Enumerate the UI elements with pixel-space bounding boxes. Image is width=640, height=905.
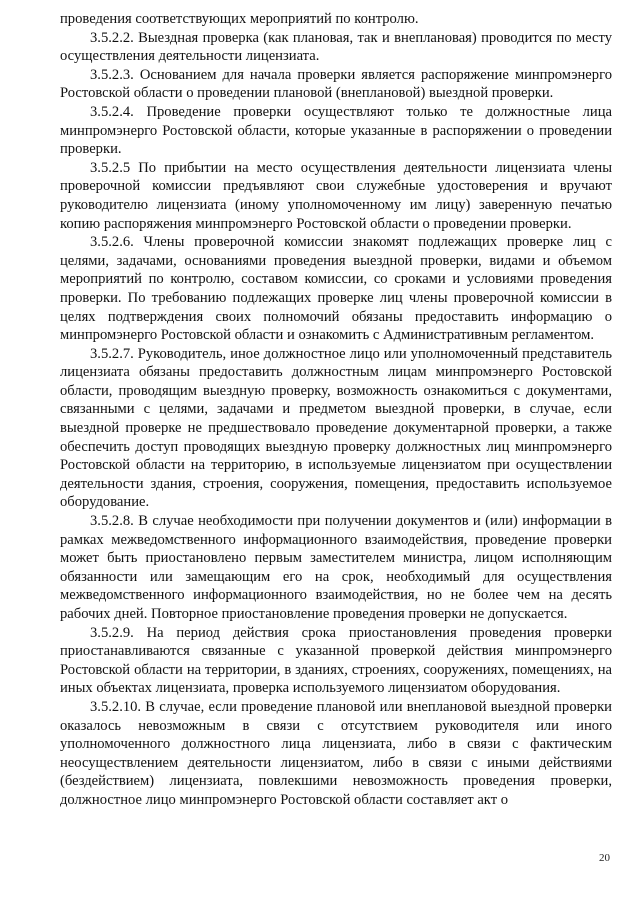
paragraph-3-5-2-5: 3.5.2.5 По прибытии на место осуществления деятельности лицензиата члены проверочной комиссии предъявляют свои служебные удостоверения и вручают руководителю лицензиата (иному уполномоченному им лицу) заверенную печатью копию распоряжения минпромэнерго Ростовской области о проведении проверки. xyxy=(60,159,612,232)
paragraph-3-5-2-4: 3.5.2.4. Проведение проверки осуществляют только те должностные лица минпромэнерго Ростовской области, которые указанные в распоряжении о проведении проверки. xyxy=(60,103,612,158)
document-page xyxy=(60,10,612,810)
paragraph-continuation: проведения соответствующих мероприятий по контролю. xyxy=(60,11,419,27)
paragraph-3-5-2-2: 3.5.2.2. Выездная проверка (как плановая, так и внеплановая) проводится по месту осуществления деятельности лицензиата. xyxy=(60,29,612,65)
paragraph-3-5-2-6: 3.5.2.6. Члены проверочной комиссии знакомят подлежащих проверке лиц с целями, задачами, основаниями проведения выездной проверки, видами и объемом мероприятий по контролю, составом комиссии, со сроками и условиями проведения проверки. По требованию подлежащих проверке лиц члены проверочной комиссии в целях подтверждения своих полномочий обязаны предоставить информацию о минпромэнерго Ростовской области и ознакомить с Административным регламентом. xyxy=(60,234,612,344)
paragraph-3-5-2-10: 3.5.2.10. В случае, если проведение плановой или внеплановой выездной проверки оказалось невозможным в связи с отсутствием руководителя или иного уполномоченного должностного лица лицензиата, либо в связи с фактическим неосуществлением деятельности лицензиатом, либо в связи с иными действиями (бездействием) лицензиата, повлекшими невозможность проведения проверки, должностное лицо минпромэнерго Ростовской области составляет акт о xyxy=(60,698,612,808)
paragraph-3-5-2-3: 3.5.2.3. Основанием для начала проверки является распоряжение минпромэнерго Ростовской области о проведении плановой (внеплановой) выездной проверки. xyxy=(60,66,612,102)
page-number: 20 xyxy=(599,852,610,864)
paragraph-3-5-2-7: 3.5.2.7. Руководитель, иное должностное лицо или уполномоченный представитель лицензиата обязаны предоставить должностным лицам минпромэнерго Ростовской области, проводящим выездную проверку, возможность ознакомиться с документами, связанными с целями, задачами и предметом выездной проверки, в случае, если выездной проверке не предшествовало проведение документарной проверки, а также обеспечить доступ проводящих выездную проверку должностных лиц минпромэнерго Ростовской области на территорию, в используемые лицензиатом при осуществлении деятельности здания, строения, сооружения, помещения, предоставить используемое оборудование. xyxy=(60,345,612,511)
paragraph-3-5-2-8: 3.5.2.8. В случае необходимости при получении документов и (или) информации в рамках межведомственного информационного взаимодействия, проведение проверки может быть приостановлено первым заместителем министра, лицом исполняющим обязанности или замещающим его на срок, необходимый для осуществления межведомственного информационного взаимодействия, но не более чем на десять рабочих дней. Повторное приостановление проведения проверки не допускается. xyxy=(60,513,612,622)
paragraph-3-5-2-9: 3.5.2.9. На период действия срока приостановления проведения проверки приостанавливаются связанные с указанной проверкой действия минпромэнерго Ростовской области на территории, в зданиях, строениях, сооружениях, помещениях, на иных объектах лицензиата, проверка используемого лицензиатом оборудования. xyxy=(60,624,612,697)
